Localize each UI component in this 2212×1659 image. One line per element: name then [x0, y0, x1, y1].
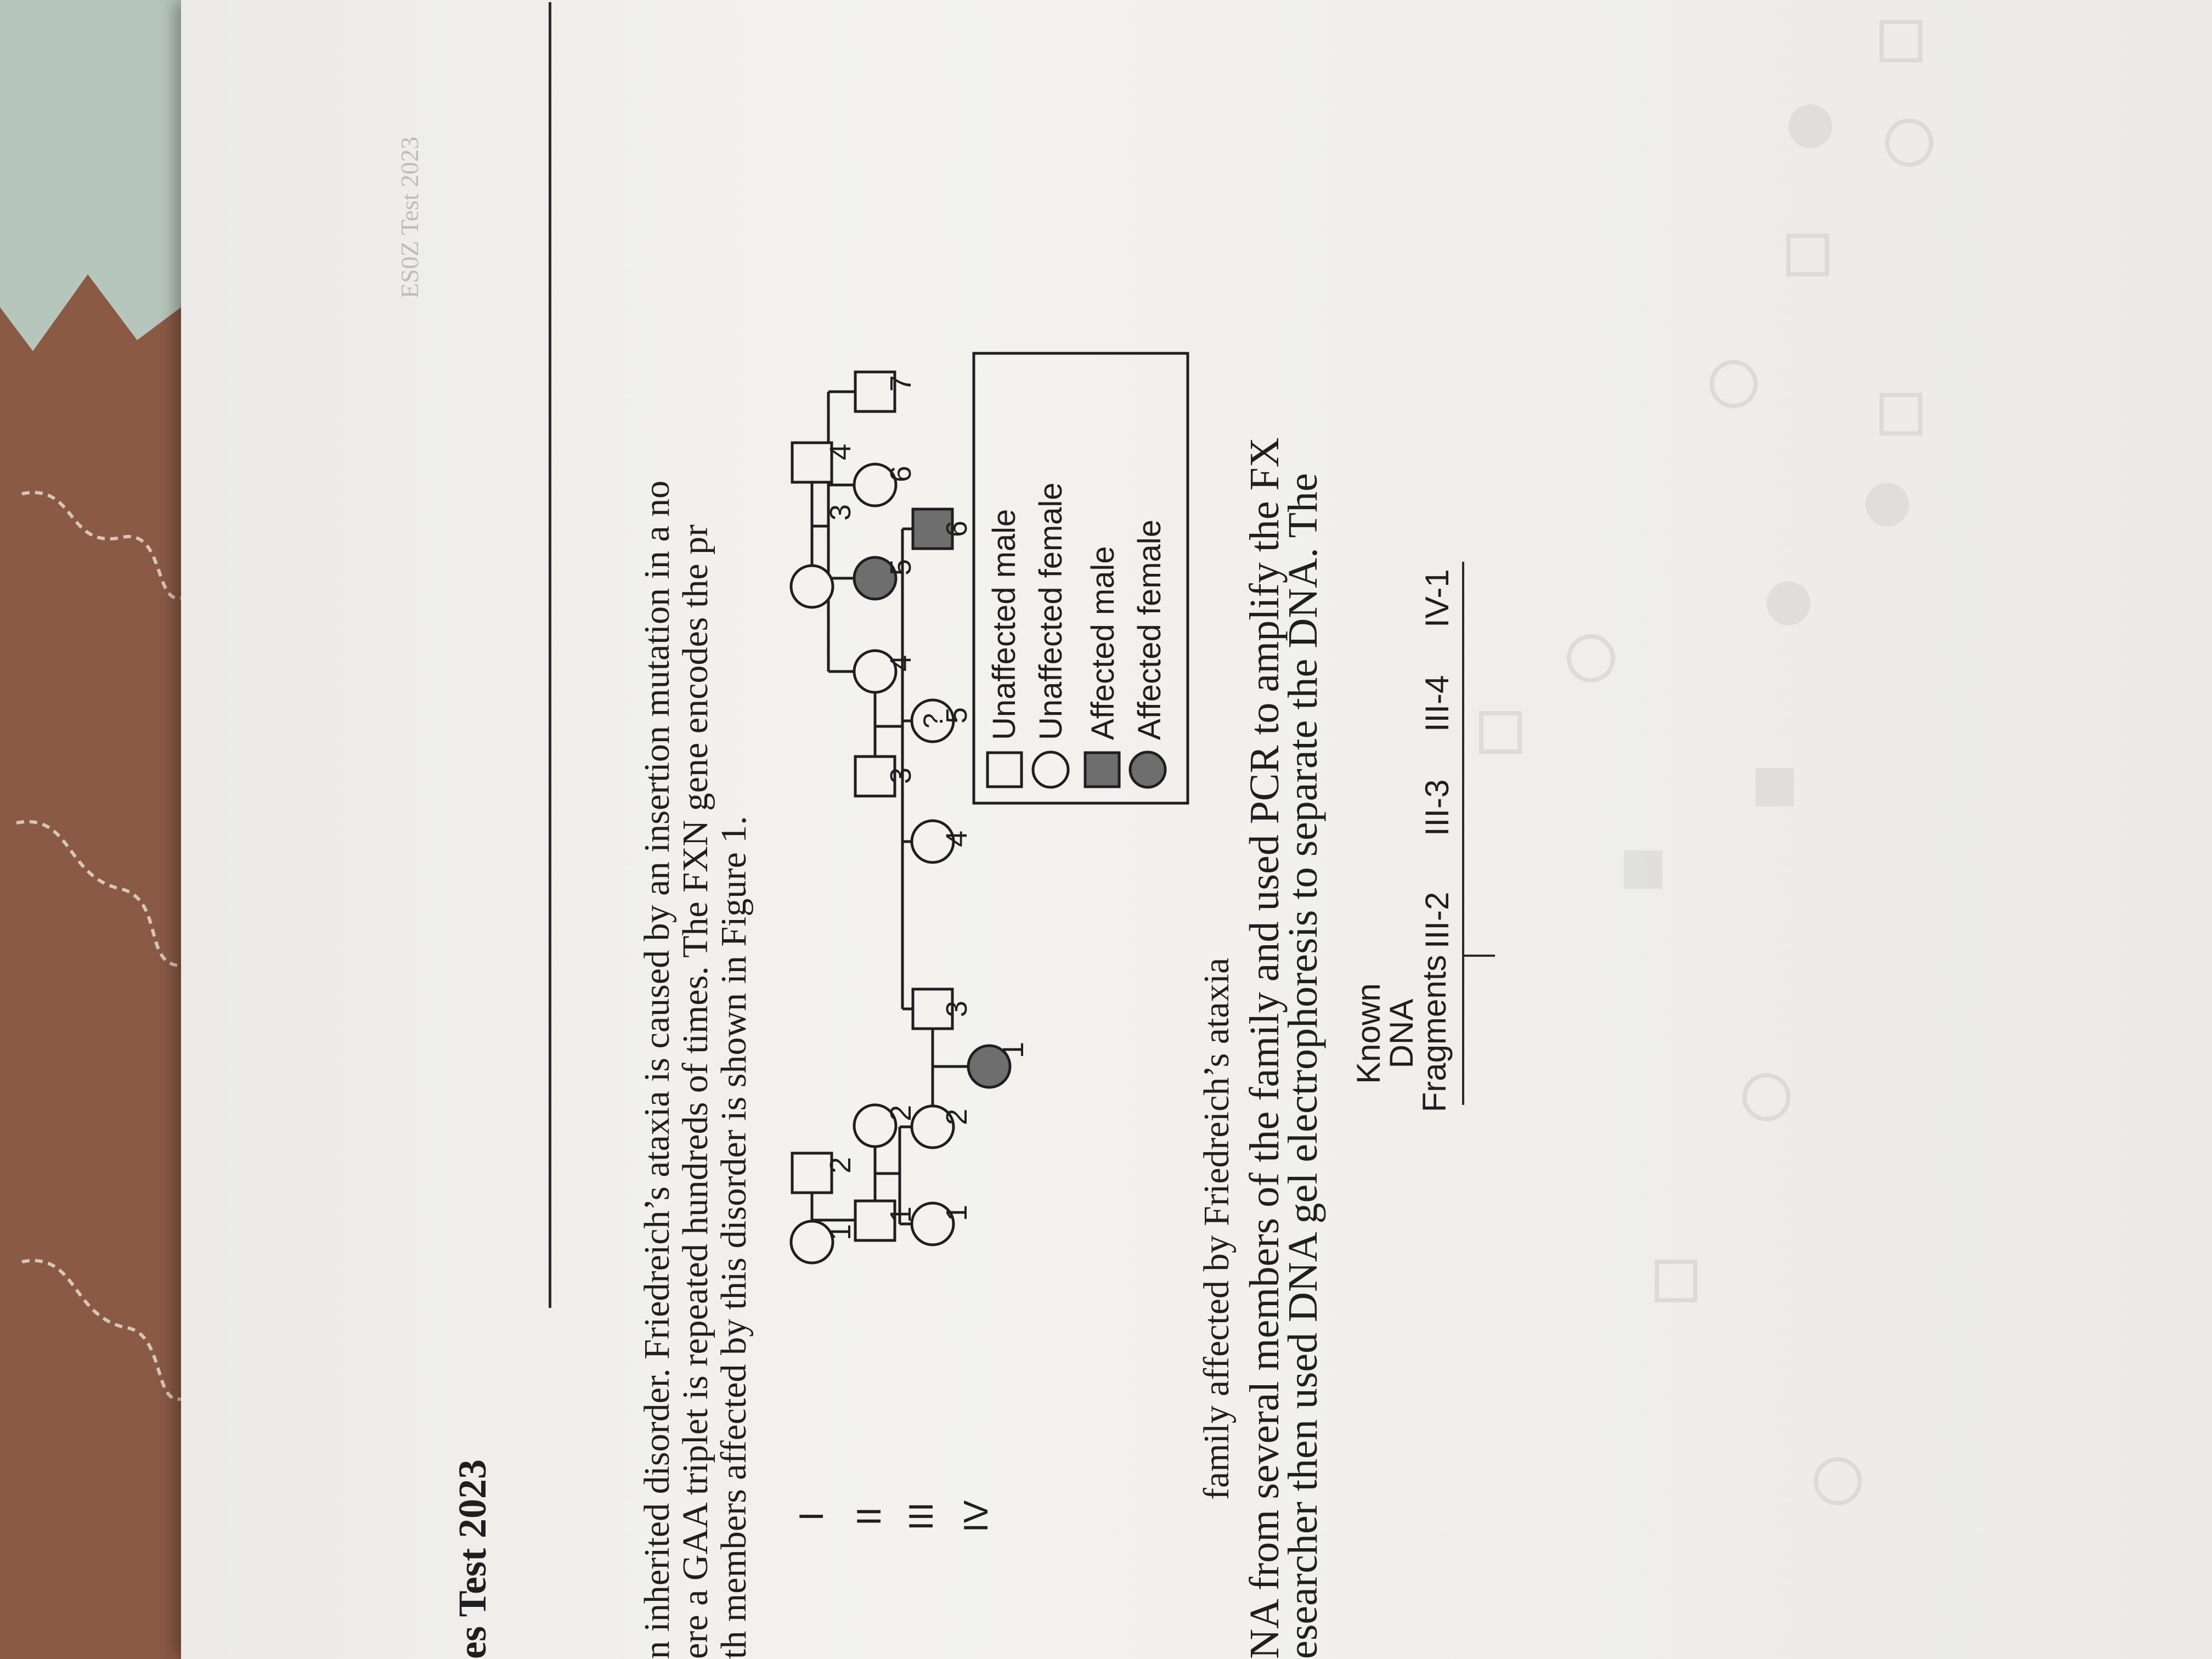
- pedigree-legend: [974, 353, 1188, 803]
- figure-caption: family affected by Friedreich’s ataxia: [1197, 957, 1237, 1500]
- individual-II-6-number: 6: [884, 465, 917, 483]
- individual-II-7-number: 7: [884, 375, 917, 392]
- individual-III-3-number: 3: [940, 1000, 973, 1018]
- individual-I-3-symbol: [791, 566, 833, 607]
- gel-divider: [1462, 955, 1495, 957]
- individual-II-5-number: 5: [884, 558, 917, 576]
- individual-IV-1-number: 1: [997, 1041, 1030, 1059]
- legend-label-affected-male: Affected male: [1085, 546, 1121, 740]
- gel-top-edge: [1462, 562, 1464, 1105]
- gel-lane-label-III-3: III-3: [1419, 779, 1455, 836]
- individual-II-4-number: 4: [884, 654, 917, 672]
- gel-known-line-2: DNA: [1383, 998, 1420, 1069]
- individual-II-1-number: 1: [884, 1206, 917, 1223]
- generation-label-II: II: [850, 1506, 888, 1526]
- gel-lane-label-III-4: III-4: [1419, 675, 1455, 732]
- gel-lane-label-IV-1: IV-1: [1419, 569, 1455, 628]
- intro-line-1: n inherited disorder. Friedreich’s ataxia is caused by an insertion mutation in a no: [637, 480, 677, 1659]
- corner-text: ES0Z Test 2023: [396, 137, 424, 298]
- legend-symbol-affected-male: [1085, 753, 1119, 787]
- generation-label-III: III: [902, 1502, 940, 1531]
- individual-III-6-number: 6: [940, 520, 973, 538]
- legend-symbol-unaffected-male: [988, 753, 1022, 787]
- generation-label-IV: IV: [957, 1500, 995, 1533]
- legend-symbol-affected-female: [1130, 752, 1165, 787]
- individual-I-3-number: 3: [824, 504, 857, 521]
- gel-known-label: [1352, 951, 1451, 1116]
- individual-III-4-number: 4: [940, 830, 973, 848]
- gel-known-line-3: Fragments: [1416, 955, 1453, 1113]
- legend-label-affected-female: Affected female: [1132, 520, 1167, 740]
- legend-symbol-unaffected-female: [1033, 752, 1068, 787]
- individual-I-4-number: 4: [824, 443, 857, 461]
- individual-I-1-number: 1: [824, 1223, 857, 1241]
- gel-lane-label-III-2: III-2: [1419, 891, 1455, 949]
- individual-III-5-unknown-mark: ?: [918, 713, 949, 729]
- intro-line-2: ere a GAA triplet is repeated hundreds of times. The FXN gene encodes the pr: [675, 524, 715, 1659]
- individual-III-5-number: 5: [940, 707, 973, 724]
- individual-III-1-number: 1: [940, 1204, 973, 1222]
- gel-known-line-1: Known: [1350, 983, 1387, 1084]
- individual-II-2-number: 2: [884, 1104, 917, 1122]
- legend-label-unaffected-male: Unaffected male: [986, 509, 1022, 740]
- header-title: es Test 2023: [450, 1459, 494, 1659]
- individual-II-3-number: 3: [884, 767, 917, 785]
- body-line-2: esearcher then used DNA gel electrophoresis to separate the DNA. The: [1280, 473, 1326, 1659]
- body-line-1: NA from several members of the family and used PCR to amplify the FX: [1242, 437, 1288, 1659]
- intro-line-3: th members affected by this disorder is shown in Figure 1.: [714, 816, 754, 1659]
- generation-labels: [793, 1500, 995, 1532]
- legend-label-unaffected-female: Unaffected female: [1033, 482, 1069, 740]
- generation-label-I: I: [793, 1511, 831, 1521]
- individual-I-2-number: 2: [824, 1156, 857, 1174]
- individual-III-2-number: 2: [940, 1108, 973, 1126]
